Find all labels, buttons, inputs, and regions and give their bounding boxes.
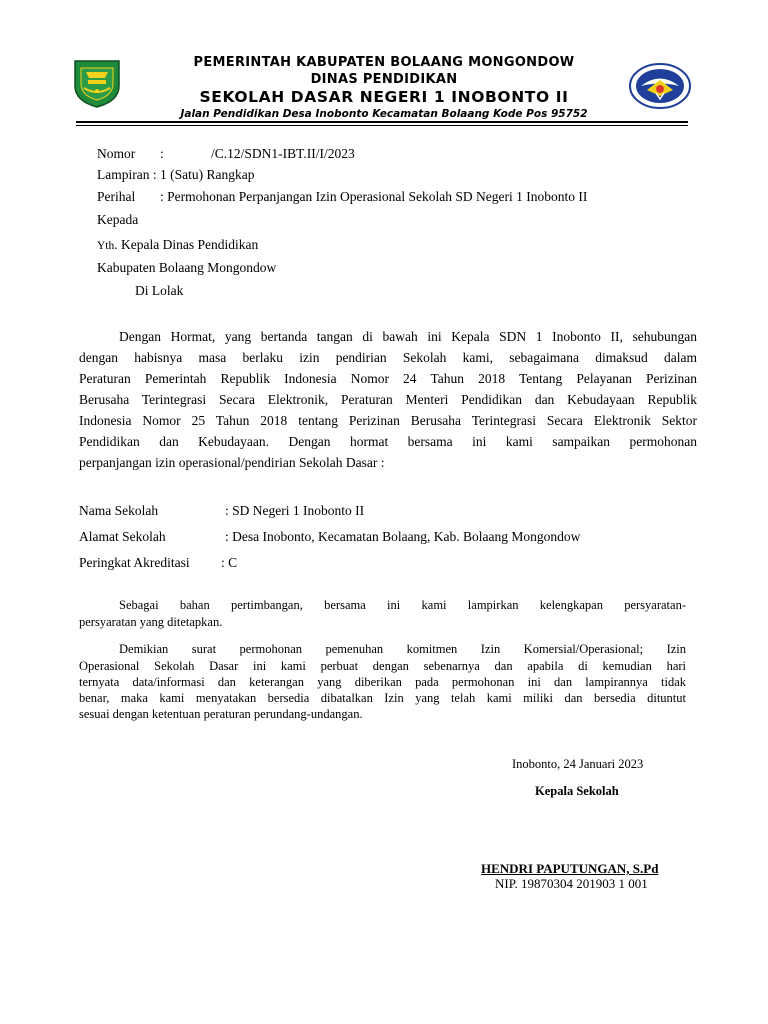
nomor-label: Nomor bbox=[97, 146, 136, 161]
paragraph3-line: sesuai dengan ketentuan peraturan perundang-undangan. bbox=[79, 707, 363, 721]
school-name-label: Nama Sekolah bbox=[79, 503, 159, 518]
paragraph3-line: Demikian surat permohonan pemenuhan komitmen Izin Komersial/Operasional; Izin bbox=[119, 642, 686, 656]
letterhead-divider-thick bbox=[76, 121, 688, 123]
paragraph3-line: benar, maka kami menyatakan bersedia dibatalkan Izin yang telah kami miliki dan bersedia dituntut bbox=[79, 691, 686, 705]
paragraph1-line: perpanjangan izin operasional/pendirian Sekolah Dasar : bbox=[79, 455, 385, 470]
letterhead-department: DINAS PENDIDIKAN bbox=[310, 72, 458, 87]
perihal-value: : Permohonan Perpanjangan Izin Operasional Sekolah SD Negeri 1 Inobonto II bbox=[160, 189, 588, 204]
accreditation-value: : C bbox=[221, 555, 238, 570]
lampiran-line: Lampiran : 1 (Satu) Rangkap bbox=[97, 167, 255, 182]
school-address-label: Alamat Sekolah bbox=[79, 529, 166, 544]
recipient-title: . Kepala Dinas Pendidikan bbox=[114, 237, 259, 252]
school-address-value: : Desa Inobonto, Kecamatan Bolaang, Kab. Bolaang Mongondow bbox=[225, 529, 581, 544]
recipient-location: Di Lolak bbox=[135, 283, 184, 298]
paragraph3-line: ternyata data/informasi dan keterangan yang diberikan pada permohonan ini dan lampirannya tidak bbox=[79, 675, 686, 689]
paragraph3-line: Operasional Sekolah Dasar ini kami perbuat dengan sebenarnya dan apabila di kemudian hari bbox=[79, 659, 686, 673]
yth-prefix: Yth bbox=[97, 240, 115, 252]
signatory-title: Kepala Sekolah bbox=[535, 784, 619, 798]
letterhead-address: Jalan Pendidikan Desa Inobonto Kecamatan Bolaang Kode Pos 95752 bbox=[180, 108, 588, 120]
nomor-value: /C.12/SDN1-IBT.II/I/2023 bbox=[211, 146, 355, 161]
perihal-label: Perihal bbox=[97, 189, 136, 204]
paragraph1-line: dengan habisnya masa berlaku izin pendirian Sekolah kami, sebagaimana dimaksud dalam bbox=[79, 350, 697, 365]
paragraph1-line: Dengan Hormat, yang bertanda tangan di bawah ini Kepala SDN 1 Inobonto II, sehubungan bbox=[119, 329, 697, 344]
place-date: Inobonto, 24 Januari 2023 bbox=[512, 757, 644, 771]
letterhead-school-name: SEKOLAH DASAR NEGERI 1 INOBONTO II bbox=[199, 88, 569, 106]
letterhead-divider-thin bbox=[76, 125, 688, 126]
recipient-regency: Kabupaten Bolaang Mongondow bbox=[97, 260, 277, 275]
paragraph1-line: Peraturan Pemerintah Republik Indonesia Nomor 24 Tahun 2018 Tentang Pelayanan Perizinan bbox=[79, 371, 697, 386]
accreditation-label: Peringkat Akreditasi bbox=[79, 555, 190, 570]
letterhead-government: PEMERINTAH KABUPATEN BOLAANG MONGONDOW bbox=[193, 55, 575, 70]
recipient-line bbox=[97, 237, 258, 253]
school-name-value: : SD Negeri 1 Inobonto II bbox=[225, 503, 365, 518]
nomor-separator: : bbox=[160, 146, 164, 161]
signatory-nip: NIP. 19870304 201903 1 001 bbox=[495, 876, 648, 891]
paragraph1-line: Berusaha Terintegrasi Secara Elektronik, Peraturan Menteri Pendidikan dan Kebudayaan Republik bbox=[79, 392, 697, 407]
signatory-name: HENDRI PAPUTUNGAN, S.Pd bbox=[481, 861, 659, 876]
paragraph2-line: Sebagai bahan pertimbangan, bersama ini kami lampirkan kelengkapan persyaratan- bbox=[119, 598, 686, 612]
kepada-label: Kepada bbox=[97, 212, 139, 227]
paragraph1-line: Pendidikan dan Kebudayaan. Dengan hormat bersama ini kami sampaikan permohonan bbox=[79, 434, 697, 449]
paragraph1-line: Indonesia Nomor 25 Tahun 2018 tentang Perizinan Berusaha Terintegrasi Secara Elektronik Sektor bbox=[79, 413, 697, 428]
paragraph2-line: persyaratan yang ditetapkan. bbox=[79, 615, 223, 629]
